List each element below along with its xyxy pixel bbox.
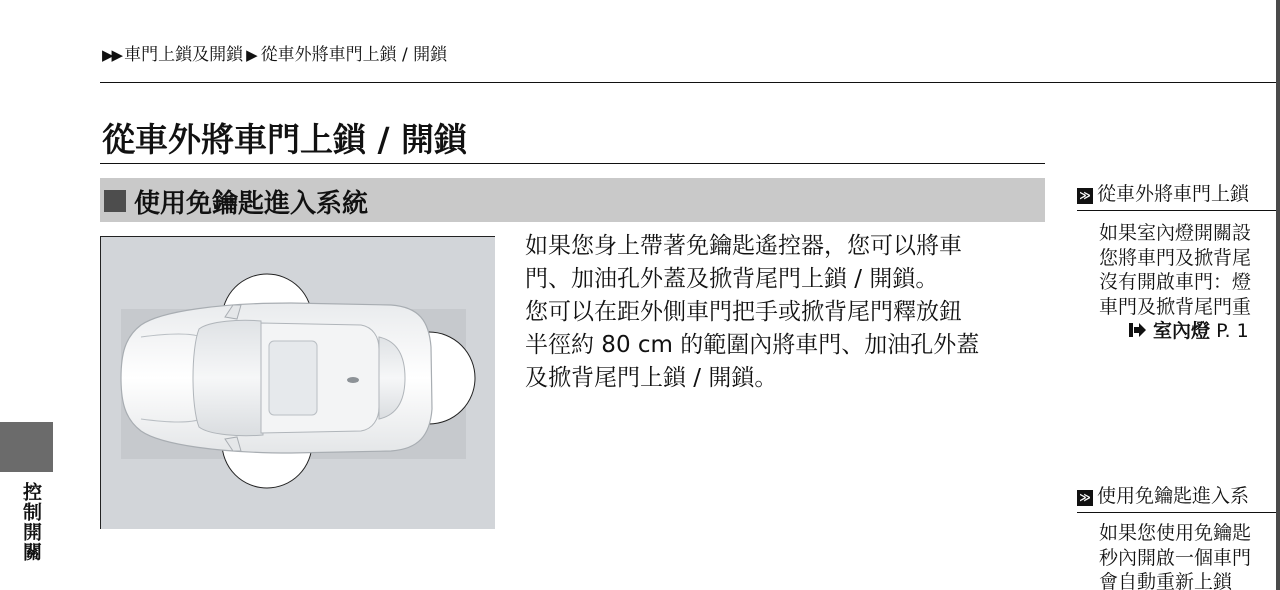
note-line: 沒有開啟車門：燈: [1099, 271, 1252, 293]
reference-page: P. 1: [1216, 320, 1249, 342]
note-header-lock-outside: [1077, 180, 1276, 211]
note-line: 會自動重新上鎖: [1099, 571, 1233, 590]
note-title: 從車外將車門上鎖: [1097, 183, 1250, 205]
body-line: 門、加油孔外蓋及掀背尾門上鎖 / 開鎖。: [525, 266, 939, 292]
keyless-range-illustration: [100, 236, 495, 529]
body-line: 如果您身上帶著免鑰匙遙控器，您可以將車: [525, 233, 962, 259]
page-edge-bar: [1276, 0, 1280, 590]
chapter-tab-label[interactable]: 控制開關: [20, 482, 42, 562]
note-marker-icon: ≫: [1077, 188, 1093, 204]
note-body-keyless: [1099, 521, 1251, 590]
car-top-view-icon: [101, 237, 495, 529]
title-divider: [100, 163, 1045, 164]
note-line: 秒內開啟一個車門: [1099, 546, 1252, 569]
section-header: [100, 178, 1045, 222]
note-header-keyless: [1077, 482, 1276, 513]
body-text: [525, 230, 1055, 395]
body-line: 您可以在距外側車門把手或掀背尾門釋放鈕: [525, 299, 962, 325]
reference-arrow-icon: [1127, 321, 1147, 339]
note-body-lock-outside: [1099, 221, 1251, 344]
breadcrumb: [102, 40, 447, 65]
note-line: 如果您使用免鑰匙: [1099, 522, 1252, 544]
note-line: 車門及掀背尾門重: [1099, 295, 1252, 318]
breadcrumb-separator: ▶: [246, 46, 258, 64]
note-title: 使用免鑰匙進入系: [1097, 485, 1250, 507]
breadcrumb-section-link[interactable]: 車門上鎖及開鎖: [124, 45, 244, 65]
note-marker-icon: ≫: [1077, 490, 1093, 506]
chapter-tab-marker: [0, 422, 53, 472]
breadcrumb-arrows: ▶▶: [102, 46, 122, 64]
note-line: 您將車門及掀背尾: [1099, 246, 1252, 269]
body-line: 及掀背尾門上鎖 / 開鎖。: [525, 365, 778, 391]
cross-reference-link[interactable]: [1127, 319, 1251, 344]
note-line: 如果室內燈開關設: [1099, 222, 1252, 244]
body-line: 半徑約 80 cm 的範圍內將車門、加油孔外蓋: [525, 332, 980, 358]
reference-label: 室內燈: [1153, 320, 1211, 342]
sidebar-notes: [1077, 0, 1276, 590]
page-title: 從車外將車門上鎖 / 開鎖: [102, 120, 468, 159]
section-title: 使用免鑰匙進入系統: [134, 189, 369, 219]
section-square-icon: [104, 190, 126, 212]
breadcrumb-current-page: 從車外將車門上鎖 / 開鎖: [260, 45, 448, 65]
